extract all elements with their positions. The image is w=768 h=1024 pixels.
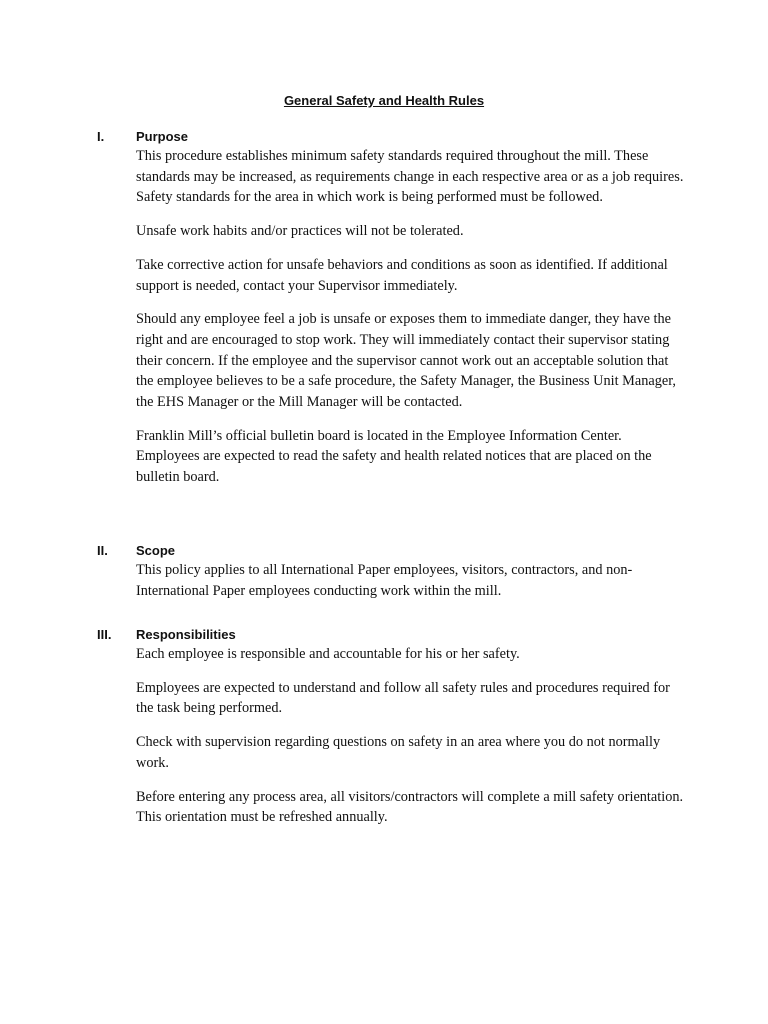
section-number: I. bbox=[97, 129, 105, 144]
paragraph: Unsafe work habits and/or practices will not be tolerated. bbox=[136, 223, 464, 240]
section-body bbox=[136, 146, 684, 501]
section-body bbox=[136, 644, 684, 841]
paragraph: Take corrective action for unsafe behaviors and conditions as soon as identified. If additional support is needed, contact your Supervisor immediately. bbox=[136, 256, 668, 294]
section-heading: Responsibilities bbox=[136, 627, 236, 642]
paragraph: Before entering any process area, all visitors/contractors will complete a mill safety orientation. This orientation must be refreshed annually. bbox=[136, 788, 684, 826]
paragraph: This procedure establishes minimum safety standards required throughout the mill. These standards may be increased, as requirements change in each respective area or as a job requires. Safety standards for the area in which work is being performed must be followed. bbox=[136, 148, 684, 206]
section-number: III. bbox=[97, 627, 112, 642]
section-body bbox=[136, 560, 684, 614]
paragraph: Each employee is responsible and accountable for his or her safety. bbox=[136, 646, 520, 662]
document-title: General Safety and Health Rules bbox=[283, 93, 485, 108]
section-heading: Purpose bbox=[136, 129, 189, 144]
paragraph: Should any employee feel a job is unsafe or exposes them to immediate danger, they have the right and are encouraged to stop work. They will immediately contact their supervisor stating their concern. If the employee and the supervisor cannot work out an acceptable solution that the employee believes to be a safe procedure, the Safety Manager, the Business Unit Manager, the EHS Manager or the Mill Manager will be contacted. bbox=[136, 311, 676, 411]
paragraph: Check with supervision regarding questions on safety in an area where you do not normally work. bbox=[136, 734, 661, 771]
section-heading: Scope bbox=[136, 543, 176, 558]
paragraph: Employees are expected to understand and follow all safety rules and procedures required for the task being performed. bbox=[136, 679, 670, 717]
section-number: II. bbox=[97, 543, 108, 558]
paragraph: This policy applies to all International Paper employees, visitors, contractors, and non-International Paper employees conducting work within the mill. bbox=[136, 562, 633, 599]
paragraph: Franklin Mill’s official bulletin board is located in the Employee Information Center. Employees are expected to read the safety and health related notices that are placed on the bulletin board. bbox=[136, 427, 652, 486]
